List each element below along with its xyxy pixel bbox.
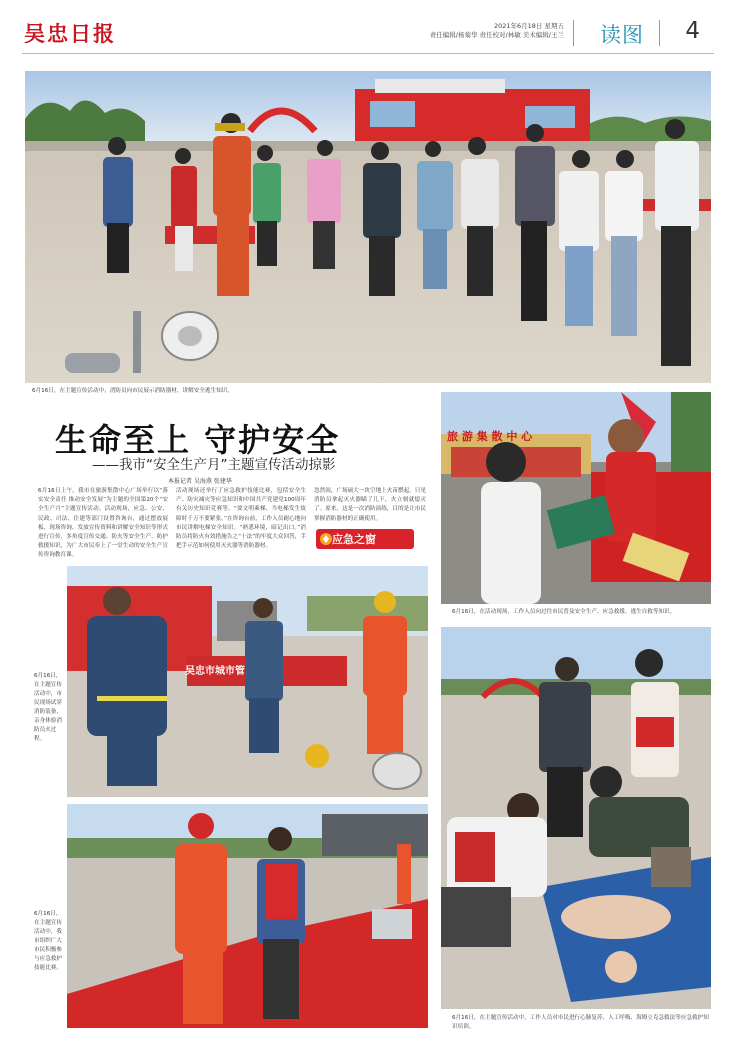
section-title: 读图 bbox=[600, 23, 644, 47]
tourism-center-sign: 旅 游 集 散 中 心 bbox=[447, 430, 533, 443]
newspaper-title: 吴忠日报 bbox=[24, 21, 116, 46]
photo-caption-bottom-right: 6月16日，在主题宣传活动中，工作人员对市民进行心肺复苏、人工呼吸、海姆立克急救法等应急救护知识培训。 bbox=[452, 1015, 709, 1030]
side-caption-bottom-left: 6月16日，在主题宣传活动中，我市组织广大市民积极参与应急救护技能比赛。 bbox=[34, 911, 62, 971]
article-byline: 本报记者 吴海燕 张建华 bbox=[168, 478, 232, 485]
photo-caption-top-right: 6月16日，在活动现场，工作人员向过往市民普及安全生产、应急救援、逃生自救等知识。 bbox=[452, 609, 676, 615]
article-column-3: 忽然间，广场硕大一块空地上火苗燃起。只见消防员拿起灭火器瞄了几下，火立刻就熄灭了。原来，这是一次消防演练，目的是让市民掌握消防器材的正确使用。 bbox=[314, 488, 426, 522]
issue-editors: 责任编辑/杨菊华 责任校对/林敏 美术编辑/王兰 bbox=[429, 31, 564, 39]
issue-date: 2021年6月18日 星期五 bbox=[493, 22, 564, 30]
photo-try-fire-suit bbox=[67, 566, 428, 797]
article-subhead: ——我市“安全生产月”主题宣传活动掠影 bbox=[92, 457, 336, 473]
masthead-divider-left bbox=[573, 20, 574, 46]
photo-caption-top: 6月16日，在主题宣传活动中，消防员向市民展示消防器材，讲解安全逃生知识。 bbox=[32, 388, 233, 394]
photo-cpr-training bbox=[441, 627, 711, 1009]
photo-safety-consultation bbox=[441, 392, 711, 604]
emergency-window-label: 应急之窗 bbox=[332, 533, 376, 546]
photo-rescue-skill-contest bbox=[67, 804, 428, 1028]
article-headline: 生命至上 守护安全 bbox=[55, 421, 341, 459]
photo-fire-equipment-demo bbox=[25, 71, 711, 383]
city-management-banner: 吴忠市城市管 bbox=[185, 666, 245, 677]
side-caption-mid-left: 6月16日，在主题宣传活动中，市民现场试穿消防装备，亲身体验消防员火过程。 bbox=[34, 673, 62, 742]
page-number: 4 bbox=[685, 18, 700, 44]
article-column-1: 6月16日上午，我市在旅游集散中心广场举行以“落实安全责任 推动安全发展”为主题的全国第20个“安全生产月”主题宣传活动。活动现场，应急、公安、民政、司法、住建等部门设置咨询台，通过摆放展板、现场咨询、发放宣传资料和讲解安全知识等形式进行宣传，多角度宣传交通、防火等安全生产、防护救援知识，为广大市民奉上了一堂生动的安全生产宣传咨询教育课。 bbox=[38, 488, 168, 559]
issue-info bbox=[430, 22, 564, 40]
masthead bbox=[22, 14, 714, 54]
article-column-2: 活动现场还举行了应急救护技能比赛，包括安全生产、防灾减灾等应急知识和中国共产党建党100周年有关历史知识竞赛等。“要文明乘梯，当电梯发生故障时千万不要紧张。”在咨询台前，工作人员耐心地向市民讲解电梯安全知识。“熟悉环境，暗记出口。”消防员将防火有效措施告之“十法”的牢度大众回答，手把手示范如何使用灭火器等消防器材。 bbox=[176, 488, 306, 550]
masthead-divider-right bbox=[659, 20, 660, 46]
